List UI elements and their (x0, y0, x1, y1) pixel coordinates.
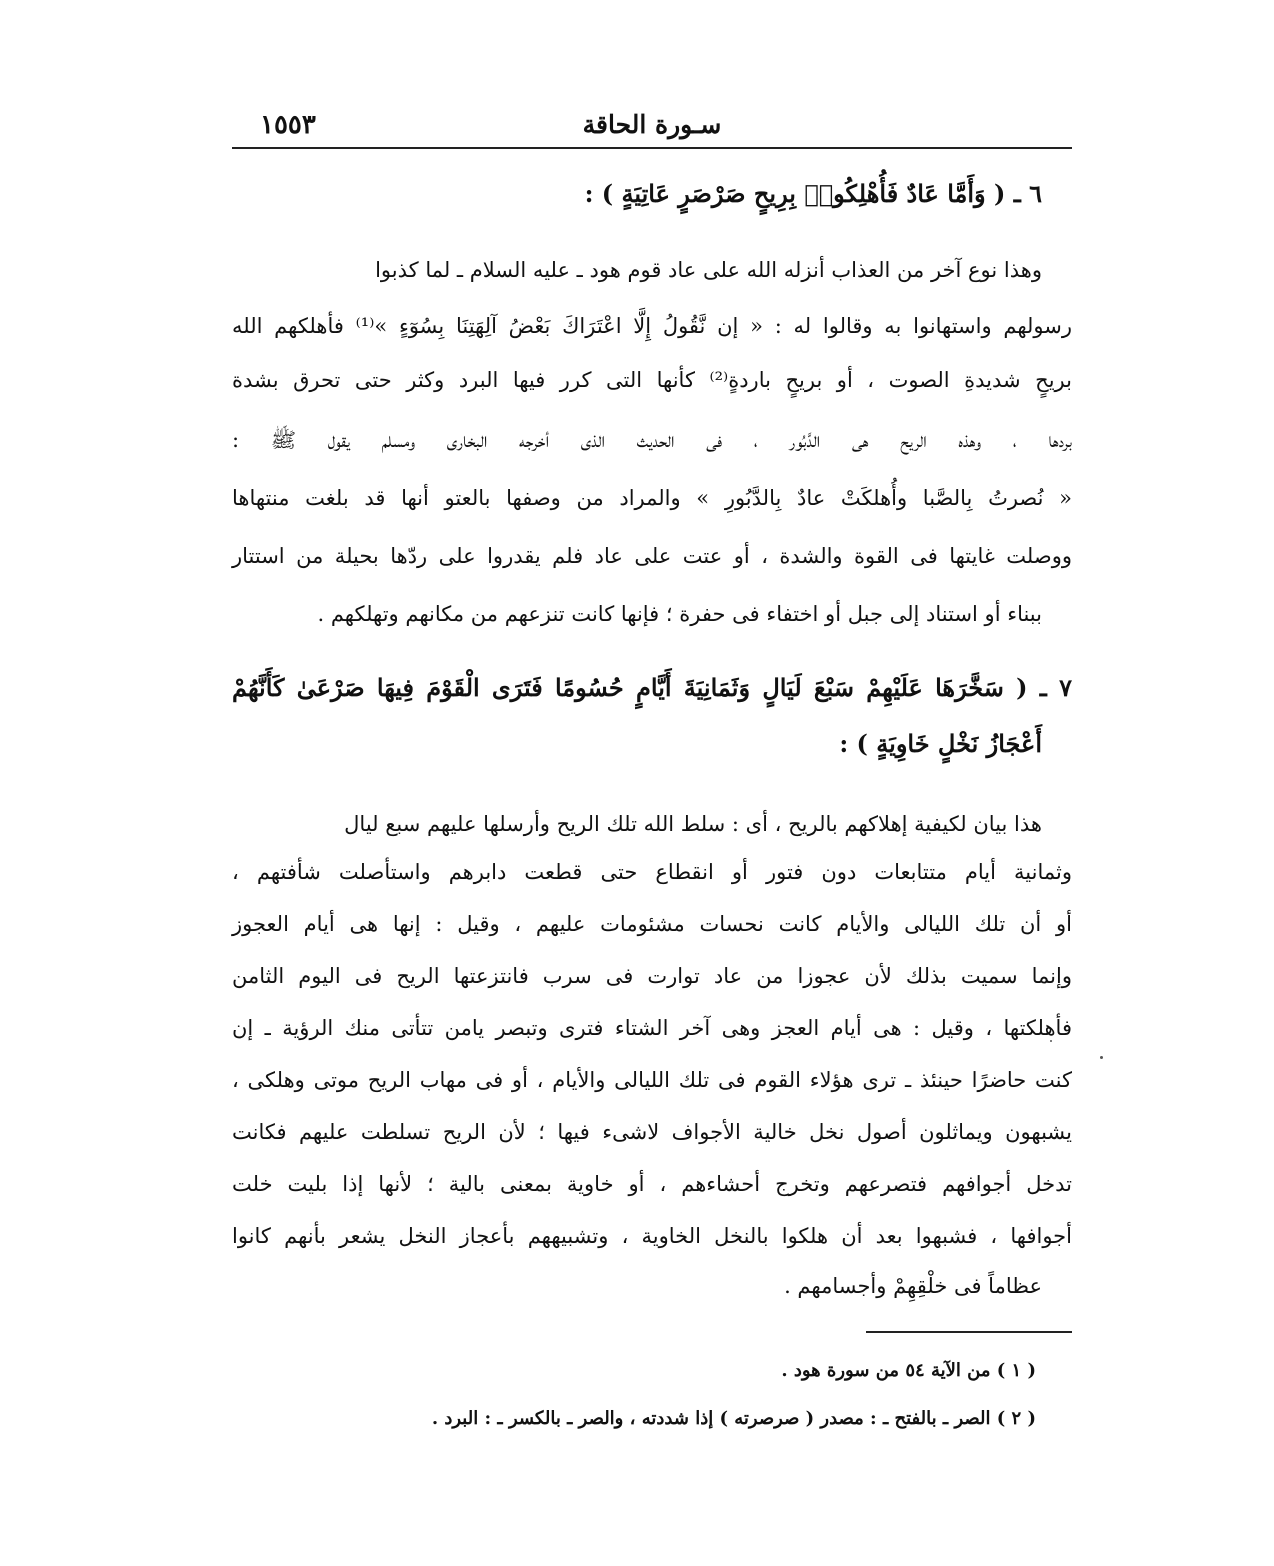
paragraph-line: كنت حاضرًا حينئذ ـ ترى هؤلاء القوم فى تلك الليالى والأيام ، أو فى مهاب الريح موتى وهلكى ، (232, 1068, 1072, 1092)
verse-6: ٦ ـ ( وَأَمَّا عَادٌ فَأُهْلِكُوا۟ بِرِيحٍ صَرْصَرٍ عَاتِيَةٍ ) : (584, 179, 1042, 208)
scan-speck (1050, 1040, 1052, 1042)
paragraph-line: وثمانية أيام متتابعات دون فتور أو انقطاع حتى قطعت دابرهم واستأصلت شأفتهم ، (232, 860, 1072, 884)
paragraph-line: أجوافها ، فشبهوا بعد أن هلكوا بالنخل الخاوية ، وتشبيههم بأعجاز النخل يشعر بأنهم كانوا (232, 1224, 1072, 1248)
paragraph-line: هذا بيان لكيفية إهلاكهم بالريح ، أى : سلط الله تلك الريح وأرسلها عليهم سبع ليال (344, 812, 1042, 836)
page-header (232, 108, 1072, 144)
paragraph-line: « نُصرتُ بِالصَّبا وأُهلكَتْ عادٌ بِالدَّبُورِ » والمراد من وصفها بالعتو أنها قد بلغت منتهاها (232, 486, 1072, 510)
footnote-rule (866, 1331, 1072, 1333)
paragraph-line: وهذا نوع آخر من العذاب أنزله الله على عاد قوم هود ـ عليه السلام ـ لما كذبوا (375, 258, 1042, 282)
verse-7-line: أَعْجَازُ نَخْلٍ خَاوِيَةٍ ) : (839, 729, 1042, 758)
paragraph-line: بريحٍ شديدةِ الصوت ، أو بريحٍ باردةٍ⁽²⁾ كأنها التى كرر فيها البرد وكثر حتى تحرق بشدة (232, 368, 1072, 392)
paragraph-line: ببناء أو استناد إلى جبل أو اختفاء فى حفرة ؛ فإنها كانت تنزعهم من مكانهم وتهلكهم . (317, 602, 1042, 626)
paragraph-line: عظاماً فى خلْقِهِمْ وأجسامهم . (784, 1274, 1042, 1298)
verse-7-line: ٧ ـ ( سَخَّرَهَا عَلَيْهِمْ سَبْعَ لَيَالٍ وَثَمَانِيَةَ أَيَّامٍ حُسُومًا فَتَرَى الْقَوْمَ فِيهَا صَرْعَىٰ كَأَنَّهُمْ (232, 673, 1072, 702)
paragraph-line: وإنما سميت بذلك لأن عجوزا من عاد توارت فى سرب فانتزعتها الريح فى اليوم الثامن (232, 964, 1072, 988)
footnote-2: ( ٢ ) الصر ـ بالفتح ـ : مصدر ( صرصرته ) إذا شددته ، والصر ـ بالكسر ـ : البرد . (431, 1408, 1036, 1429)
paragraph-line: يشبهون ويماثلون أصول نخل خالية الأجواف لاشىء فيها ؛ لأن الريح تسلطت عليهم فكانت (232, 1120, 1072, 1144)
paragraph-line: أو أن تلك الليالى والأيام كانت نحسات مشئومات عليهم ، وقيل : إنها هى أيام العجوز (232, 912, 1072, 936)
paragraph-line: ووصلت غايتها فى القوة والشدة ، أو عتت على عاد فلم يقدروا على ردّها بحيلة من استتار (232, 544, 1072, 568)
header-rule (232, 147, 1072, 149)
surah-title: سـورة الحاقة (582, 110, 722, 139)
paragraph-line: رسولهم واستهانوا به وقالوا له : « إن نَّقُولُ إِلَّا اعْتَرَاكَ بَعْضُ آلِهَتِنَا بِسُوٓءٍ »⁽¹⁾ فأهلكهم الله (232, 314, 1072, 338)
page-number: ١٥٥٣ (260, 110, 316, 140)
footnote-1: ( ١ ) من الآية ٥٤ من سورة هود . (781, 1360, 1036, 1381)
paragraph-line: تدخل أجوافهم فتصرعهم وتخرج أحشاءهم ، أو خاوية بمعنى بالية ؛ لأنها إذا بليت خلت (232, 1172, 1072, 1196)
scan-speck (1100, 1056, 1103, 1059)
paragraph-line: بردها ، وهذه الريح هى الدَّبُور ، فى الحديث الذى أخرجه البخارى ومسلم يقول ﷺ : (232, 428, 1072, 452)
paragraph-line: فأهلكتها ، وقيل : هى أيام العجز وهى آخر الشتاء فترى وتبصر يامن تتأتى منك الرؤية ـ إن (232, 1016, 1072, 1040)
